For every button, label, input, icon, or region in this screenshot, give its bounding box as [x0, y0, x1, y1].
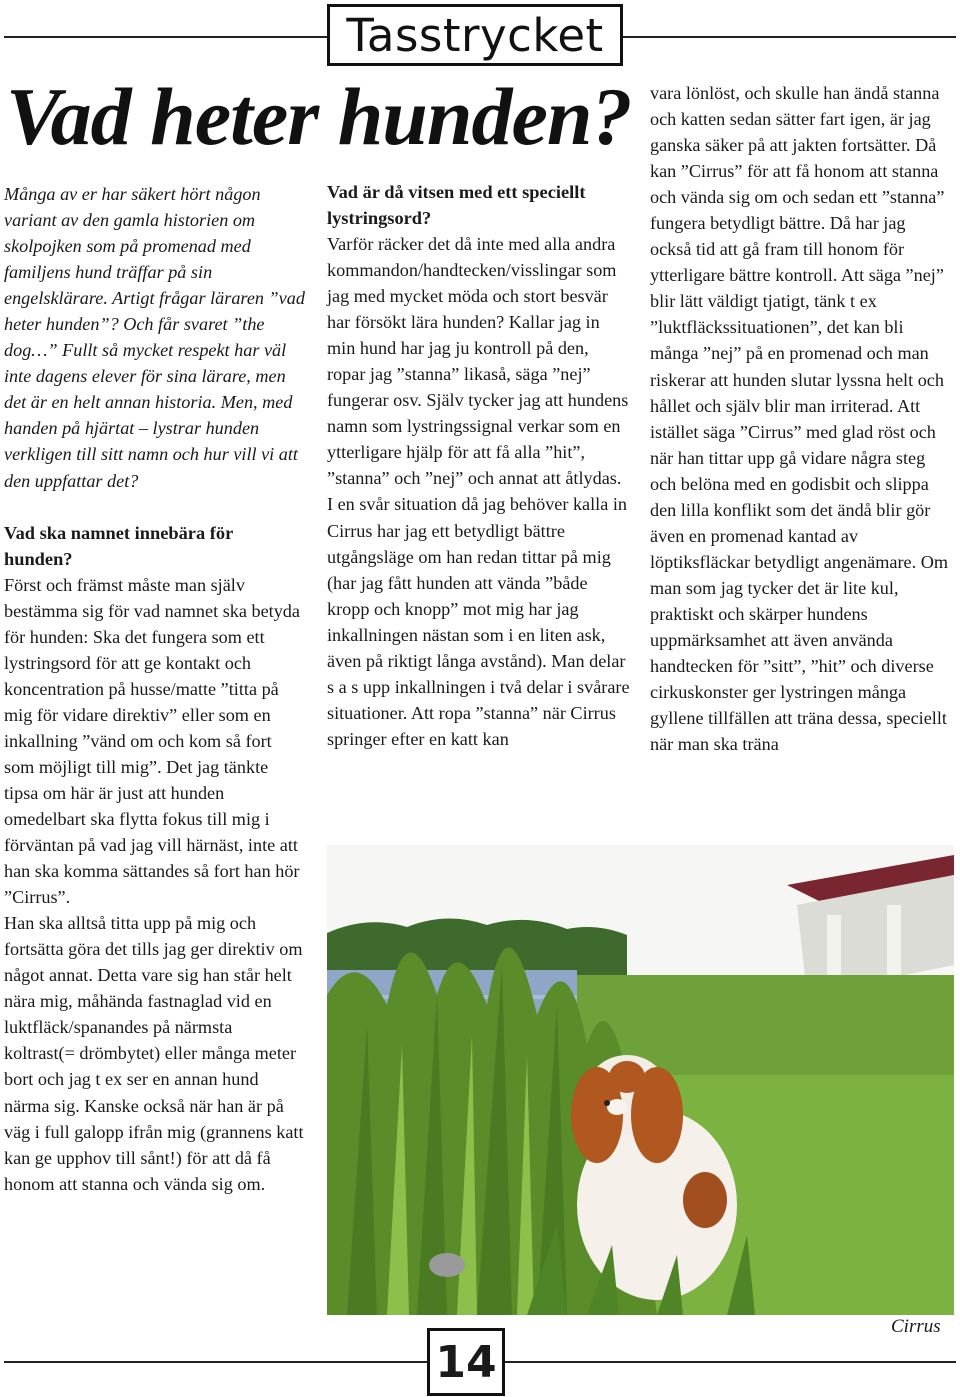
body-paragraph: Varför räcker det då inte med alla andra kommandon/handtecken/visslingar som jag med mycket möda och stort besvär har försökt lära hunden? Kallar jag in min hund har jag ju kontroll på den, ropar jag ”stanna” likaså, säga ”nej” fungerar osv. Själv tycker jag att hundens namn som lystringssignal verkar som en ytterligare hjälp för att få alla ”hit”, ”stanna” och ”nej” och annat att åtlydas. I en svår situation då jag behöver kalla in Cirrus har jag ett betydligt bättre utgångsläge om han redan tittar på mig (har jag fått hunden att vända ”både kropp och knopp” mot mig har jag inkallningen nästan som i en liten ask, även på riktigt långa avstånd). Man delar s a s upp inkallningen i två delar i svårare situationer. Att ropa ”stanna” när Cirrus springer efter en katt kan — [327, 234, 630, 749]
section-title: Tasstrycket — [346, 8, 604, 62]
footer-rule-left — [4, 1361, 427, 1363]
photo-caption: Cirrus — [891, 1316, 941, 1337]
page-number: 14 — [435, 1336, 497, 1388]
body-paragraph: Han ska alltså titta upp på mig och fortsätta göra det tills jag ger direktiv om något annat. Detta vare sig han står helt nära mig, måhända fastnaglad vid en luktfläck/spanandes på närmsta koltrast(= drömbytet) eller många meter bort och jag t ex ser en annan hund närma sig. Kanske också när han är på väg i full galopp ifrån mig (grannens katt kan ge upphov till sånt!) för att då få honom att stanna och vända sig om. — [4, 913, 304, 1194]
section-heading-name-meaning: Vad ska namnet innebära för hunden? — [4, 522, 233, 569]
body-paragraph: vara lönlöst, och skulle han ändå stanna och katten sedan sätter fart igen, är jag ganska säker på att jakten fortsätter. Då kan ”Cirrus” för att få honom att stanna och vända sig om och sedan ett ”stanna” fungera betydligt bättre. Då har jag också tid att gå fram till honom för ytterligare bättre kontroll. Att säga ”nej” blir lätt väldigt tjatigt, tänk t ex ”luktfläckssituationen”, det kan bli många ”nej” på en promenad och man riskerar att hunden slutar lyssna helt och hållet och själv blir man irriterad. Att istället säga ”Cirrus” med glad röst och när han tittar upp gå vidare några steg och belöna med en godisbit och slippa den lilla konflikt som det ändå blir gör även en promenad kantad av löptiksfläckar betydligt angenämare. Om man som jag tycker det är lite kul, praktiskt och skärper hundens uppmärksamhet att även använda handtecken för ”sitt”, ”hit” och diverse cirkuskonster ger lystringen många gyllene tillfällen att träna dessa, speciellt när man ska träna — [650, 83, 948, 755]
header-rule-left — [4, 36, 327, 38]
middle-column — [327, 179, 630, 752]
header-rule-right — [623, 36, 956, 38]
left-column — [4, 181, 305, 1197]
section-heading-why-signal: Vad är då vitsen med ett speciellt lystringsord? — [327, 182, 586, 228]
footer-rule-right — [505, 1361, 956, 1363]
dog-photo — [327, 845, 954, 1315]
article-headline: Vad heter hunden? — [6, 71, 632, 162]
intro-paragraph: Många av er har säkert hört någon variant av den gamla historien om skolpojken som på promenad med familjens hund träffar på sin engelsklärare. Artigt frågar läraren ”vad heter hunden”? Och får svaret ”the dog…” Fullt så mycket respekt har väl inte dagens elever för sina lärare, men det är en helt annan historia. Men, med handen på hjärtat – lystrar hunden verkligen till sitt namn och hur vill vi att den uppfattar det? — [4, 184, 305, 491]
section-banner — [327, 4, 623, 66]
right-column — [650, 80, 948, 757]
body-paragraph: Först och främst måste man själv bestämma sig för vad namnet ska betyda för hunden: Ska det fungera som ett lystringsord för att ge kontakt och koncentration på husse/matte ”titta på mig för vidare direktiv” eller som en inkallning ”vänd om och kom så fort som möjligt till mig”. Det jag tänkte tipsa om här är just att hunden omedelbart ska flytta fokus till mig i förväntan på vad jag vill härnäst, inte att han ska komma sättandes så fort han hör ”Cirrus”. — [4, 574, 300, 908]
page-number-box — [427, 1328, 505, 1396]
